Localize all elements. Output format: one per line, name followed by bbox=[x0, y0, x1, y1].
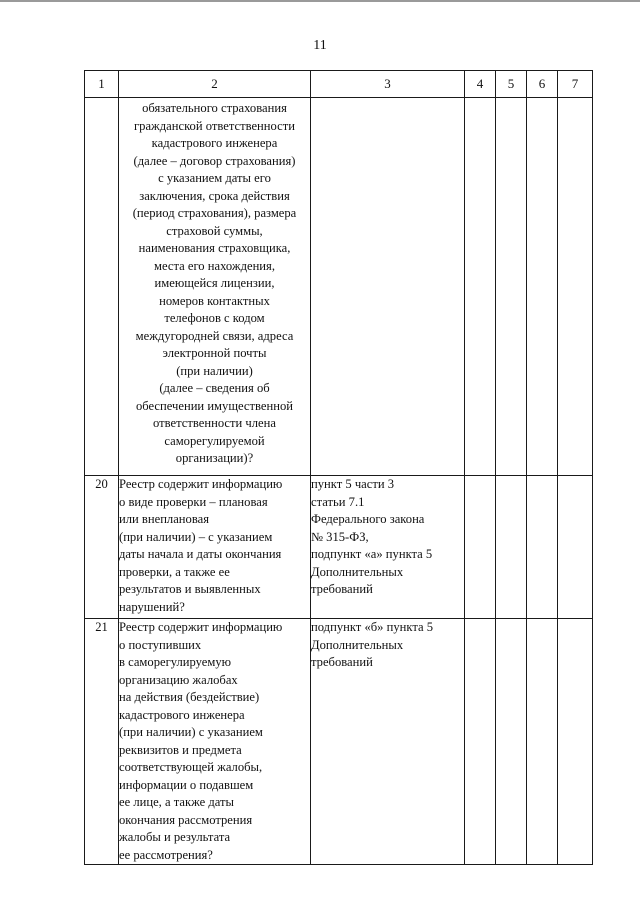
table-row bbox=[85, 98, 593, 476]
answer-cell-na[interactable] bbox=[527, 619, 558, 865]
page-number: 11 bbox=[313, 38, 327, 53]
row-number: 21 bbox=[85, 619, 119, 865]
checklist-table bbox=[84, 70, 593, 865]
table-row bbox=[85, 619, 593, 865]
answer-cell-na[interactable] bbox=[527, 476, 558, 619]
answer-cell-note[interactable] bbox=[558, 476, 593, 619]
answer-cell-no[interactable] bbox=[496, 98, 527, 476]
answer-cell-yes[interactable] bbox=[465, 476, 496, 619]
answer-cell-no[interactable] bbox=[496, 619, 527, 865]
header-row bbox=[85, 71, 593, 98]
row-number bbox=[85, 98, 119, 476]
legal-basis: пункт 5 части 3 статьи 7.1 Федерального закона № 315-ФЗ, подпункт «а» пункта 5 Дополнительных требований bbox=[311, 476, 465, 619]
answer-cell-no[interactable] bbox=[496, 476, 527, 619]
question-text: обязательного страхования гражданской ответственности кадастрового инженера (далее – договор страхования) с указанием даты его заключения, срока действия (период страхования), размера страховой суммы, наименования страховщика, места его нахождения, имеющейся лицензии, номеров контактных телефонов с кодом междугородней связи, адреса электронной почты (при наличии) (далее – сведения об обеспечении имущественной ответственности члена саморегулируемой организации)? bbox=[119, 98, 311, 476]
question-text: Реестр содержит информацию о виде проверки – плановая или внеплановая (при наличии) – с указанием даты начала и даты окончания проверки, а также ее результатов и выявленных нарушений? bbox=[119, 476, 311, 619]
answer-cell-na[interactable] bbox=[527, 98, 558, 476]
column-header-1: 1 bbox=[85, 71, 119, 98]
column-header-4: 4 bbox=[465, 71, 496, 98]
answer-cell-note[interactable] bbox=[558, 98, 593, 476]
column-header-2: 2 bbox=[119, 71, 311, 98]
top-scan-edge bbox=[0, 0, 640, 2]
column-header-6: 6 bbox=[527, 71, 558, 98]
question-text: Реестр содержит информацию о поступивших в саморегулируемую организацию жалобах на действия (бездействие) кадастрового инженера (при наличии) с указанием реквизитов и предмета соответствующей жалобы, информации о подавшем ее лице, а также даты окончания рассмотрения жалобы и результата ее рассмотрения? bbox=[119, 619, 311, 865]
legal-basis: подпункт «б» пункта 5 Дополнительных требований bbox=[311, 619, 465, 865]
answer-cell-note[interactable] bbox=[558, 619, 593, 865]
answer-cell-yes[interactable] bbox=[465, 98, 496, 476]
column-header-7: 7 bbox=[558, 71, 593, 98]
legal-basis bbox=[311, 98, 465, 476]
table-row bbox=[85, 476, 593, 619]
column-header-3: 3 bbox=[311, 71, 465, 98]
column-header-5: 5 bbox=[496, 71, 527, 98]
answer-cell-yes[interactable] bbox=[465, 619, 496, 865]
row-number: 20 bbox=[85, 476, 119, 619]
